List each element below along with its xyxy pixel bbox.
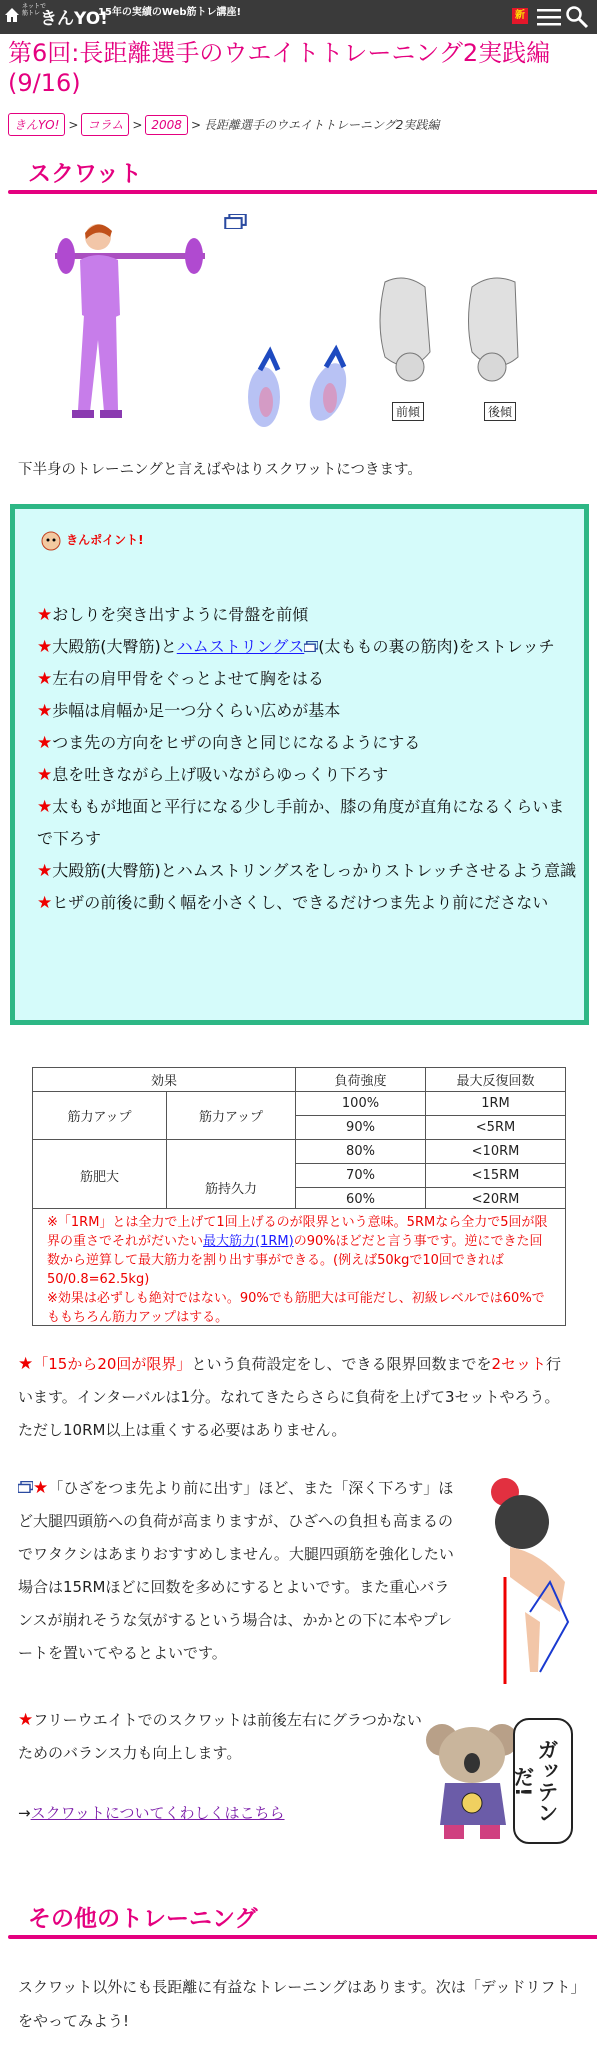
logo-subtext: ネットで 筋トレ	[22, 3, 47, 17]
paragraph-text: 「ひざをつま先より前に出す」ほど、また「深く下ろす」ほど大腿四頭筋への負荷が高まりますが、ひざへの負担も高まるのでワタクシはあまりおすすめしません。大腿四頭筋を強化したい場合は15RMほどに回数を多めにするとよいです。また重心バランスが崩れそうな気がするという場合は、かかとの下に本やプレートを置いてやるとよいです。	[18, 1479, 454, 1662]
highlight-text: 「15から20回が限界」	[33, 1355, 192, 1373]
table-cell: 筋持久力	[167, 1164, 296, 1212]
point-item-text: 左右の肩甲骨をぐっとよせて胸をはる	[52, 669, 324, 688]
table-cell: 90%	[296, 1116, 426, 1140]
squat-woman-illustration	[50, 215, 210, 430]
point-item	[37, 631, 577, 663]
search-icon[interactable]	[565, 5, 589, 29]
breadcrumb-separator: >	[132, 118, 143, 132]
star-icon: ★	[37, 701, 53, 721]
pelvis-tilt-arrows-illustration	[238, 342, 358, 432]
point-item-text: おしりを突き出すように骨盤を前傾	[52, 605, 309, 624]
point-item	[37, 887, 577, 919]
section-heading-text: その他のトレーニング	[28, 1906, 258, 1932]
point-item-text: 息を吐きながら上げ吸いながらゆっくり下ろす	[52, 765, 389, 784]
table-cell: <20RM	[426, 1188, 566, 1212]
point-item	[37, 727, 577, 759]
point-item	[37, 855, 577, 887]
section-heading-squat	[8, 152, 597, 192]
point-item	[37, 599, 577, 631]
heading-underline	[8, 1935, 597, 1939]
page-title: 第6回:長距離選手のウエイトトレーニング2実践編(9/16)	[8, 39, 551, 97]
point-item	[37, 695, 577, 727]
intensity-table	[32, 1067, 566, 1212]
star-icon: ★	[37, 637, 53, 657]
kin-point-list	[37, 599, 577, 919]
breadcrumb-current: 長距離選手のウエイトトレーニング2実践編	[204, 118, 440, 132]
table-cell: 100%	[296, 1092, 426, 1116]
star-icon: ★	[33, 1478, 49, 1498]
table-note	[32, 1208, 566, 1326]
table-cell: <5RM	[426, 1116, 566, 1140]
hamburger-menu-icon[interactable]	[537, 7, 561, 27]
site-tagline: 15年の実績のWeb筋トレ講座!	[98, 7, 242, 18]
breadcrumb-year[interactable]: 2008	[145, 115, 188, 135]
breadcrumb-separator: >	[190, 118, 202, 132]
external-image-icon[interactable]	[218, 214, 253, 229]
kin-point-badge-text: きんポイント!	[66, 533, 144, 547]
table-cell: 1RM	[426, 1092, 566, 1116]
paragraph-text: フリーウエイトでのスクワットは前後左右にグラつかないためのバランス力も向上します。	[18, 1711, 422, 1762]
paragraph-text: 行います。インターバルは1分。なれてきたらさらに負荷を上げて3セットやろう。ただし10RM以上は重くする必要はありません。	[18, 1355, 562, 1439]
external-image-icon[interactable]	[304, 641, 318, 652]
max-strength-link[interactable]: 最大筋力(1RM)	[203, 1234, 294, 1249]
table-cell: 60%	[296, 1188, 426, 1212]
highlight-text: 2セット	[491, 1355, 546, 1373]
point-item-text: ヒザの前後に動く幅を小さくし、できるだけつま先より前にださない	[52, 893, 549, 912]
site-header	[0, 0, 597, 34]
point-item-text: (太ももの裏の筋肉)をストレッチ	[318, 637, 555, 656]
kin-point-badge	[41, 531, 144, 555]
table-cell: 筋力アップ	[33, 1092, 167, 1140]
star-icon: ★	[37, 605, 53, 625]
table-header: 最大反復回数	[426, 1068, 566, 1092]
breadcrumb-column[interactable]: コラム	[81, 113, 129, 136]
star-icon: ★	[37, 669, 53, 689]
squat-more-link[interactable]: スクワットについてくわしくはこちら	[30, 1804, 285, 1822]
point-item	[37, 791, 577, 855]
table-cell: <10RM	[426, 1140, 566, 1164]
point-item-text: つま先の方向をヒザの向きと同じになるようにする	[52, 733, 421, 752]
note-text: ※「1RM」とは全力で上げて1回上げるのが限界という意味。5RMなら全力で5回が限界の重さでそれがだいたい	[47, 1215, 548, 1249]
star-icon: ★	[37, 765, 53, 785]
label-back-tilt: 後傾	[484, 402, 516, 421]
external-image-icon[interactable]	[18, 1481, 33, 1493]
table-header: 負荷強度	[296, 1068, 426, 1092]
star-icon: ★	[37, 733, 53, 753]
table-row	[33, 1092, 566, 1116]
table-cell: 70%	[296, 1164, 426, 1188]
section-heading-text: スクワット	[28, 161, 142, 187]
point-item-text: 太ももが地面と平行になる少し手前か、膝の角度が直角になるくらいまで下ろす	[37, 797, 565, 848]
table-cell: 筋力アップ	[167, 1092, 296, 1140]
table-cell: 80%	[296, 1140, 426, 1164]
hamstrings-link[interactable]: ハムストリングス	[176, 637, 305, 656]
kin-point-box	[10, 504, 589, 1025]
breadcrumb-home[interactable]: きんYO!	[8, 113, 65, 136]
mascot-face-icon	[41, 531, 61, 551]
more-link-row	[18, 1797, 285, 1829]
koala-mascot-illustration	[420, 1715, 525, 1845]
paragraph-text: という負荷設定をし、できる限界回数までを	[191, 1355, 492, 1373]
home-icon[interactable]	[4, 7, 20, 23]
new-badge[interactable]: 新	[512, 8, 528, 24]
table-cell	[167, 1140, 296, 1164]
star-icon: ★	[18, 1354, 34, 1374]
star-icon: ★	[37, 861, 53, 881]
heading-underline	[8, 190, 597, 194]
pelvis-back-tilt-illustration	[460, 272, 530, 412]
table-row	[33, 1140, 566, 1164]
note-text: の90%ほどだと言う事です。逆にできた回数から逆算して最大筋力を割り出す事ができる。(例えば50kgで10回できれば50/0.8=62.5kg)	[47, 1234, 543, 1287]
knee-paragraph	[18, 1472, 456, 1670]
pelvis-front-tilt-illustration	[370, 272, 440, 412]
star-icon: ★	[37, 893, 53, 913]
point-item	[37, 663, 577, 695]
squat-intro-text: 下半身のトレーニングと言えばやはりスクワットにつきます。	[18, 462, 422, 478]
free-weight-paragraph	[18, 1704, 428, 1770]
table-header: 効果	[33, 1068, 296, 1092]
sets-paragraph	[18, 1348, 574, 1447]
point-item-text: 大殿筋(大臀筋)とハムストリングスをしっかりストレッチさせるよう意識	[52, 861, 577, 880]
point-item-text: 大殿筋(大臀筋)と	[52, 637, 177, 656]
other-training-text: スクワット以外にも長距離に有益なトレーニングはあります。次は「デッドリフト」をやってみよう!	[18, 1978, 578, 2030]
breadcrumb	[8, 113, 439, 136]
table-cell: <15RM	[426, 1164, 566, 1188]
table-cell: 筋肥大	[33, 1140, 167, 1212]
site-logo[interactable]: きんYO!	[40, 9, 108, 29]
speech-bubble: ガッテンだ!	[513, 1718, 573, 1844]
note-text: ※効果は必ずしも絶対ではない。90%でも筋肥大は可能だし、初級レベルでは60%でももちろん筋力アップはする。	[47, 1291, 545, 1325]
star-icon: ★	[37, 797, 53, 817]
breadcrumb-separator: >	[68, 118, 79, 132]
label-front-tilt: 前傾	[392, 402, 424, 421]
point-item	[37, 759, 577, 791]
star-icon: ★	[18, 1710, 34, 1730]
section-heading-other-training	[8, 1897, 597, 1937]
deep-squat-illustration	[470, 1472, 580, 1687]
point-item-text: 歩幅は肩幅か足一つ分くらい広めが基本	[52, 701, 341, 720]
arrow-icon: →	[18, 1804, 31, 1822]
table-header-row	[33, 1068, 566, 1092]
